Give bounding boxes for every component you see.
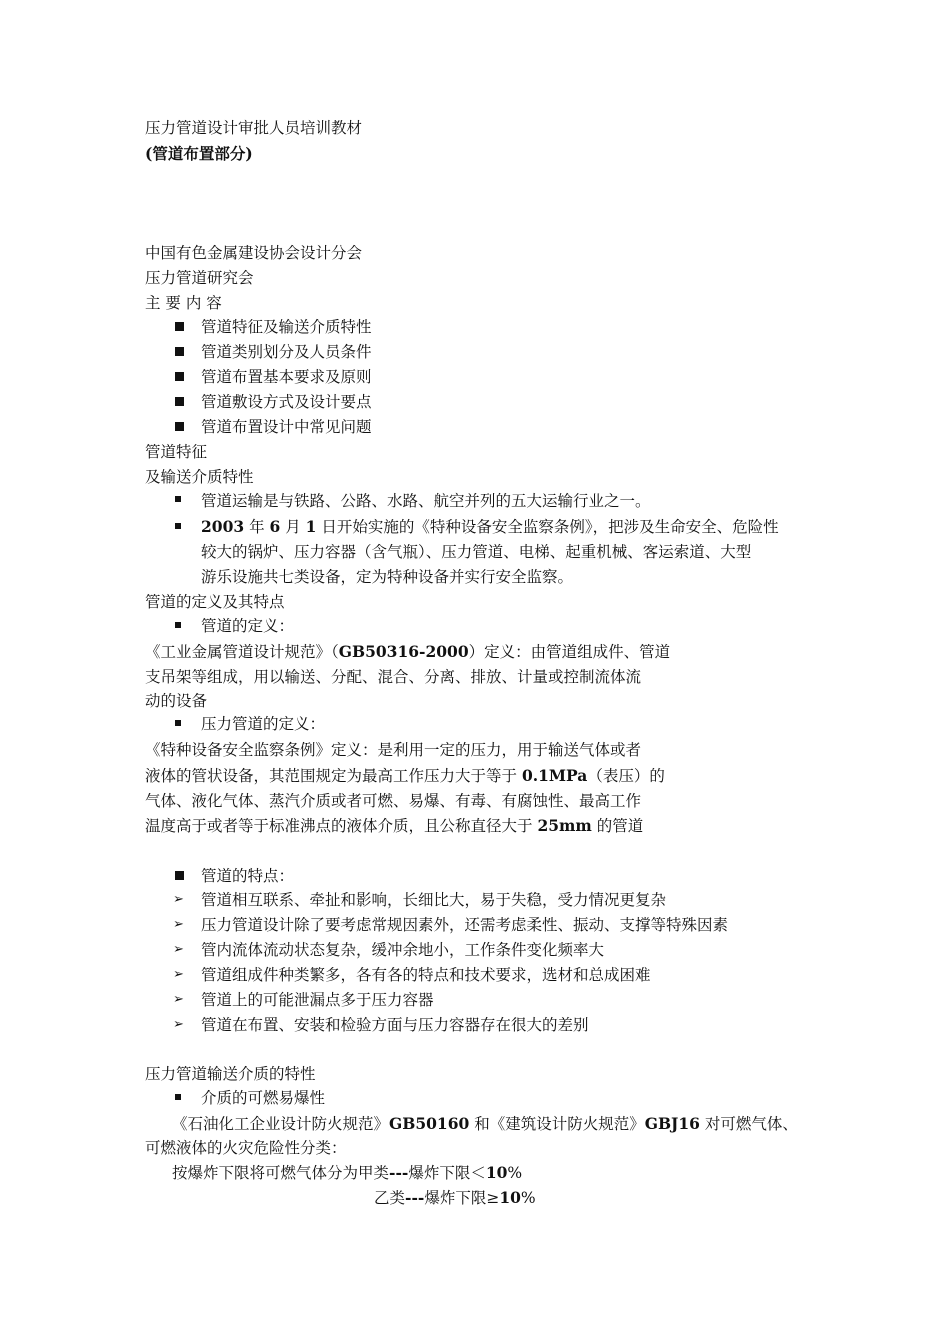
list-item-text: 压力管道设计除了要考虑常规因素外，还需考虑柔性、振动、支撑等特殊因素 <box>201 916 729 934</box>
text-segment: 爆炸下限＜ <box>408 1164 486 1182</box>
dash-separator: --- <box>405 1188 425 1207</box>
square-bullet-icon <box>175 871 184 880</box>
small-square-bullet-icon <box>175 622 181 628</box>
paragraph-line: 可燃液体的火灾危险性分类： <box>145 1139 347 1157</box>
paragraph-line <box>145 766 665 786</box>
arrow-bullet-icon: ➢ <box>173 942 184 957</box>
paragraph-line: 气体、液化气体、蒸汽介质或者可燃、易爆、有毒、有腐蚀性、最高工作 <box>145 792 642 810</box>
paragraph-line: 游乐设施共七类设备，定为特种设备并实行安全监察。 <box>201 568 574 586</box>
text-segment: ）定义：由管道组成件、管道 <box>468 643 671 661</box>
list-item-text: 管道布置设计中常见问题 <box>201 418 372 436</box>
section-heading: 压力管道输送介质的特性 <box>145 1065 316 1083</box>
classification-line <box>172 1163 522 1183</box>
text-segment: 按爆炸下限将可燃气体分为甲类 <box>172 1164 390 1182</box>
list-item-text: 管内流体流动状态复杂，缓冲余地小，工作条件变化频率大 <box>201 941 605 959</box>
pressure-value: 0.1MPa <box>521 766 588 785</box>
small-square-bullet-icon <box>175 720 181 726</box>
paragraph-line: 管道运输是与铁路、公路、水路、航空并列的五大运输行业之一。 <box>201 492 651 510</box>
text-segment: 日开始实施的《特种设备安全监察条例》，把涉及生命安全、危险性 <box>316 518 779 536</box>
small-square-bullet-icon <box>175 1094 181 1100</box>
paragraph-line <box>145 816 643 836</box>
section-heading: 管道特征 <box>145 443 208 461</box>
paragraph-line <box>145 642 670 662</box>
text-segment: 乙类 <box>374 1189 406 1207</box>
section-heading: 管道的定义及其特点 <box>145 593 285 611</box>
subsection-label: 介质的可燃易爆性 <box>201 1089 326 1107</box>
document-subtitle: (管道布置部分) <box>145 144 253 163</box>
text-segment: 《石油化工企业设计防火规范》 <box>172 1115 390 1133</box>
list-item-text: 管道特征及输送介质特性 <box>201 318 372 336</box>
arrow-bullet-icon: ➢ <box>173 967 184 982</box>
arrow-bullet-icon: ➢ <box>173 892 184 907</box>
square-bullet-icon <box>175 397 184 406</box>
year-value: 2003 <box>201 517 245 536</box>
text-segment: 对可燃气体、 <box>699 1115 798 1133</box>
document-title: 压力管道设计审批人员培训教材 <box>145 119 363 137</box>
paragraph-line <box>172 1114 798 1134</box>
classification-line <box>374 1188 536 1208</box>
text-segment: % <box>520 1189 536 1207</box>
list-item-text: 管道布置基本要求及原则 <box>201 368 372 386</box>
list-item-text: 管道在布置、安装和检验方面与压力容器存在很大的差别 <box>201 1016 589 1034</box>
standard-code: GB50316-2000 <box>338 642 469 661</box>
small-square-bullet-icon <box>175 496 181 502</box>
text-segment: 《工业金属管道设计规范》（ <box>145 643 339 661</box>
diameter-value: 25mm <box>537 816 592 835</box>
text-segment: 爆炸下限≥ <box>424 1189 500 1207</box>
day-value: 1 <box>305 517 317 536</box>
month-value: 6 <box>269 517 281 536</box>
section-heading-cont: 及输送介质特性 <box>145 468 254 486</box>
paragraph-line: 动的设备 <box>145 692 208 710</box>
standard-code: GBJ16 <box>644 1114 700 1133</box>
limit-value: 10 <box>499 1188 521 1207</box>
list-item-text: 管道相互联系、牵扯和影响，长细比大，易于失稳，受力情况更复杂 <box>201 891 667 909</box>
definition-label: 管道的定义： <box>201 617 295 635</box>
text-segment: 温度高于或者等于标准沸点的液体介质，且公称直径大于 <box>145 817 538 835</box>
text-segment: 和《建筑设计防火规范》 <box>469 1115 645 1133</box>
arrow-bullet-icon: ➢ <box>173 917 184 932</box>
square-bullet-icon <box>175 322 184 331</box>
square-bullet-icon <box>175 347 184 356</box>
research-group-name: 压力管道研究会 <box>145 269 254 287</box>
small-square-bullet-icon <box>175 523 181 529</box>
paragraph-line <box>201 517 779 537</box>
text-segment: 月 <box>280 518 306 536</box>
text-segment: 的管道 <box>591 817 644 835</box>
paragraph-line: 支吊架等组成，用以输送、分配、混合、分离、排放、计量或控制流体流 <box>145 668 642 686</box>
text-segment: 液体的管状设备，其范围规定为最高工作压力大于等于 <box>145 767 522 785</box>
list-item-text: 管道类别划分及人员条件 <box>201 343 372 361</box>
text-segment: % <box>507 1164 523 1182</box>
arrow-bullet-icon: ➢ <box>173 1017 184 1032</box>
contents-heading: 主 要 内 容 <box>145 294 222 312</box>
text-segment: （表压）的 <box>587 767 665 785</box>
list-item-text: 管道上的可能泄漏点多于压力容器 <box>201 991 434 1009</box>
list-item-text: 管道组成件种类繁多，各有各的特点和技术要求，选材和总成困难 <box>201 966 651 984</box>
square-bullet-icon <box>175 372 184 381</box>
list-item-text: 管道敷设方式及设计要点 <box>201 393 372 411</box>
definition-label: 压力管道的定义： <box>201 715 326 733</box>
square-bullet-icon <box>175 422 184 431</box>
limit-value: 10 <box>485 1163 508 1182</box>
organization-name: 中国有色金属建设协会设计分会 <box>145 244 363 262</box>
paragraph-line: 较大的锅炉、压力容器（含气瓶）、压力管道、电梯、起重机械、客运索道、大型 <box>201 543 752 561</box>
text-segment: 年 <box>244 518 270 536</box>
arrow-bullet-icon: ➢ <box>173 992 184 1007</box>
standard-code: GB50160 <box>389 1114 470 1133</box>
features-label: 管道的特点： <box>201 867 295 885</box>
dash-separator: --- <box>389 1163 409 1182</box>
paragraph-line: 《特种设备安全监察条例》定义：是利用一定的压力，用于输送气体或者 <box>145 741 642 759</box>
